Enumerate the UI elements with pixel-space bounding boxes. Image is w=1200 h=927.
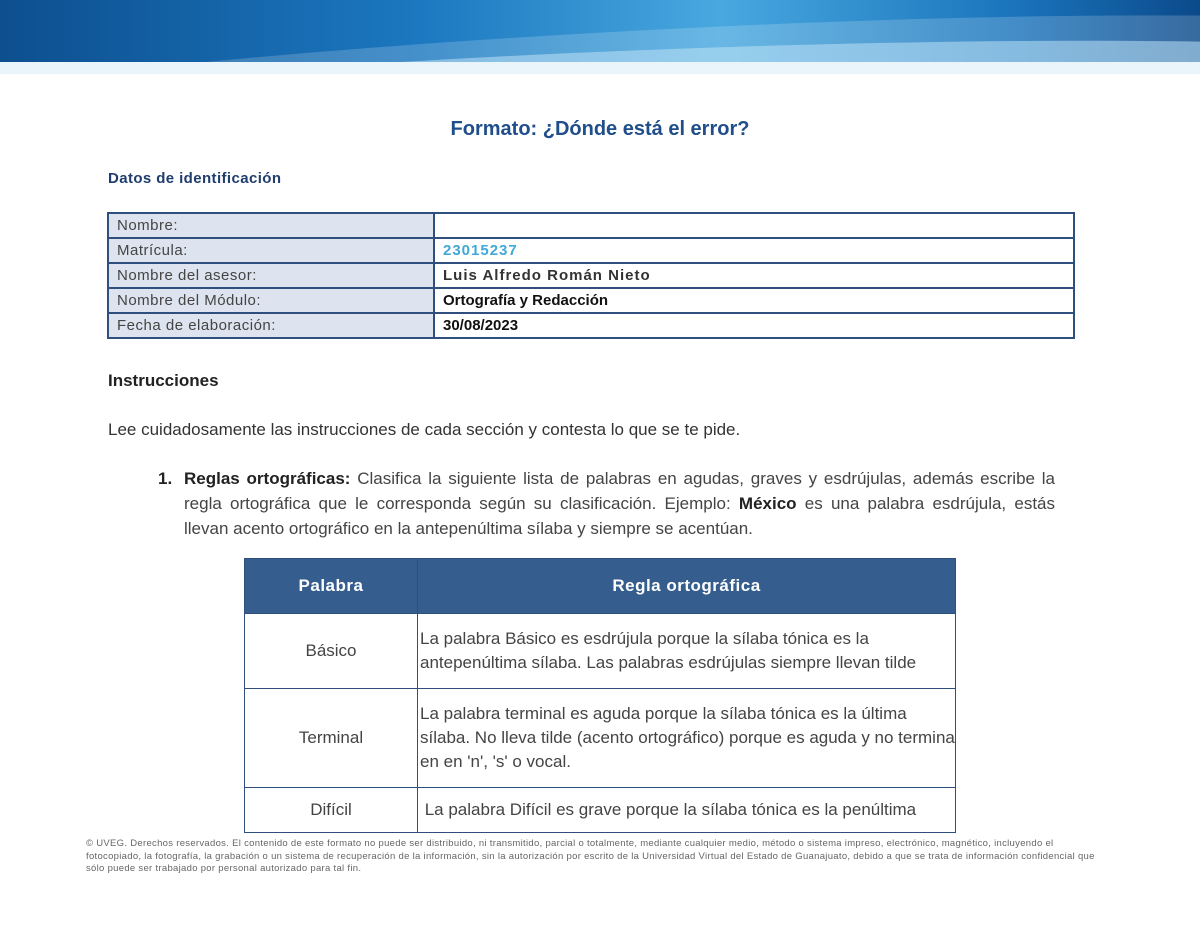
rules-table	[244, 558, 956, 833]
column-header-word: Palabra	[245, 559, 418, 614]
column-header-rule: Regla ortográfica	[418, 559, 956, 614]
name-label: Nombre:	[108, 213, 434, 238]
table-row	[245, 614, 956, 689]
identification-table	[107, 212, 1075, 339]
word-cell: Básico	[245, 614, 418, 689]
advisor-label: Nombre del asesor:	[108, 263, 434, 288]
date-value: 30/08/2023	[434, 313, 1074, 338]
rule-cell: La palabra Básico es esdrújula porque la sílaba tónica es la antepenúltima sílaba. Las palabras esdrújulas siempre llevan tilde	[418, 614, 956, 689]
table-row	[108, 238, 1074, 263]
table-row	[108, 313, 1074, 338]
table-row	[108, 288, 1074, 313]
table-header-row	[245, 559, 956, 614]
table-row	[245, 689, 956, 788]
name-value	[434, 213, 1074, 238]
item-text: es una palabra esdrújula, estás llevan acento ortográfico en la antepenúltima sílaba y siempre se acentúan.	[184, 494, 1055, 538]
item-text: Clasifica la siguiente lista de palabras en agudas, graves y esdrújulas, además escribe la regla ortográfica que le corresponda según su clasificación. Ejemplo:	[184, 469, 1055, 513]
copyright-footer: © UVEG. Derechos reservados. El contenido de este formato no puede ser distribuido, ni transmitido, parcial o totalmente, mediante cualquier medio, método o sistema impreso, electrónico, magnético, incluyendo el fotocopiado, la fotografía, la grabación o un sistema de recuperación de la información, sin la autorización por escrito de la Universidad Virtual del Estado de Guanajuato, debido a que se trata de información confidencial que sólo puede ser trabajado por personal autorizado para tal fin.	[86, 838, 1095, 874]
matricula-label: Matrícula:	[108, 238, 434, 263]
document-title: Formato: ¿Dónde está el error?	[450, 118, 750, 140]
word-cell: Terminal	[245, 689, 418, 788]
instructions-heading: Instrucciones	[108, 371, 219, 390]
list-item	[158, 466, 1055, 541]
module-label: Nombre del Módulo:	[108, 288, 434, 313]
rule-cell: La palabra Difícil es grave porque la sílaba tónica es la penúltima	[418, 788, 956, 833]
table-row	[108, 213, 1074, 238]
date-label: Fecha de elaboración:	[108, 313, 434, 338]
module-value: Ortografía y Redacción	[434, 288, 1074, 313]
table-row	[108, 263, 1074, 288]
item-body	[158, 466, 1055, 541]
matricula-value: 23015237	[434, 238, 1074, 263]
item-title: Reglas ortográficas:	[184, 469, 351, 488]
table-row	[245, 788, 956, 833]
instructions-text: Lee cuidadosamente las instrucciones de cada sección y contesta lo que se te pide.	[108, 420, 741, 439]
advisor-value: Luis Alfredo Román Nieto	[434, 263, 1074, 288]
banner-wave	[0, 62, 1200, 74]
rule-cell: La palabra terminal es aguda porque la sílaba tónica es la última sílaba. No lleva tilde (acento ortográfico) porque es aguda y no termina en en 'n', 's' o vocal.	[418, 689, 956, 788]
item-number: 1.	[158, 469, 173, 488]
section-label: Datos de identificación	[108, 170, 282, 187]
example-word: México	[738, 494, 797, 513]
word-cell: Difícil	[245, 788, 418, 833]
header-banner	[0, 0, 1200, 74]
